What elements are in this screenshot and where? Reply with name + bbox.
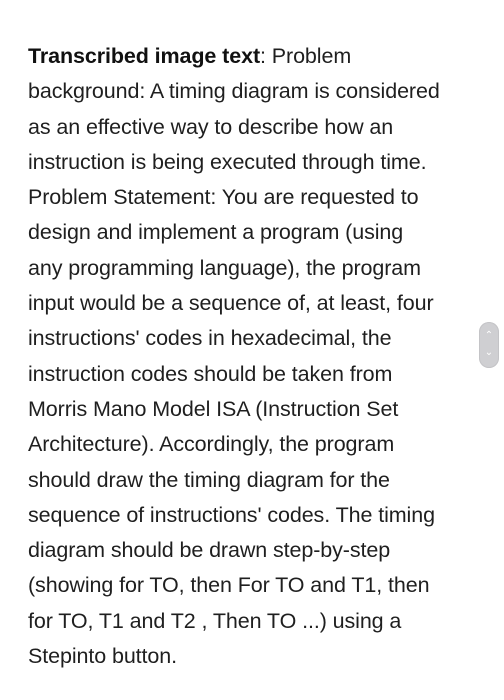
text-line-10: instruction codes should be taken from bbox=[28, 361, 393, 386]
text-line-12: Architecture). Accordingly, the program bbox=[28, 432, 395, 457]
text-line-9: instructions' codes in hexadecimal, the bbox=[28, 326, 392, 351]
text-line-11: Morris Mano Model ISA (Instruction Set bbox=[28, 396, 399, 421]
text-line-4: instruction is being executed through time. bbox=[28, 149, 427, 174]
text-line-18: Stepinto button. bbox=[28, 644, 178, 669]
chevron-up-icon: ⌃ bbox=[484, 330, 494, 341]
text-line-1-body: Problem bbox=[271, 44, 352, 68]
text-line-13: should draw the timing diagram for the bbox=[28, 467, 390, 492]
scrollbar-handle[interactable] bbox=[479, 322, 499, 368]
transcribed-text-block bbox=[28, 39, 490, 674]
text-line-5: Problem Statement: You are requested to bbox=[28, 185, 419, 210]
chevron-down-icon: ⌄ bbox=[484, 347, 494, 358]
text-line-15: diagram should be drawn step-by-step bbox=[28, 538, 391, 563]
transcribed-label: Transcribed image text bbox=[28, 44, 261, 68]
text-line-3: as an effective way to describe how an bbox=[28, 114, 394, 139]
text-line-2: background: A timing diagram is considered bbox=[28, 79, 440, 104]
text-line-8: input would be a sequence of, at least, four bbox=[28, 291, 434, 316]
text-line-16: (showing for TO, then For TO and T1, then bbox=[28, 573, 430, 598]
text-line-17: for TO, T1 and T2 , Then TO ...) using a bbox=[28, 608, 402, 633]
label-separator: : bbox=[260, 44, 272, 68]
text-line-7: any programming language), the program bbox=[28, 255, 421, 280]
text-line-14: sequence of instructions' codes. The timing bbox=[28, 502, 435, 527]
text-line-1 bbox=[28, 39, 490, 74]
text-line-6: design and implement a program (using bbox=[28, 220, 404, 245]
